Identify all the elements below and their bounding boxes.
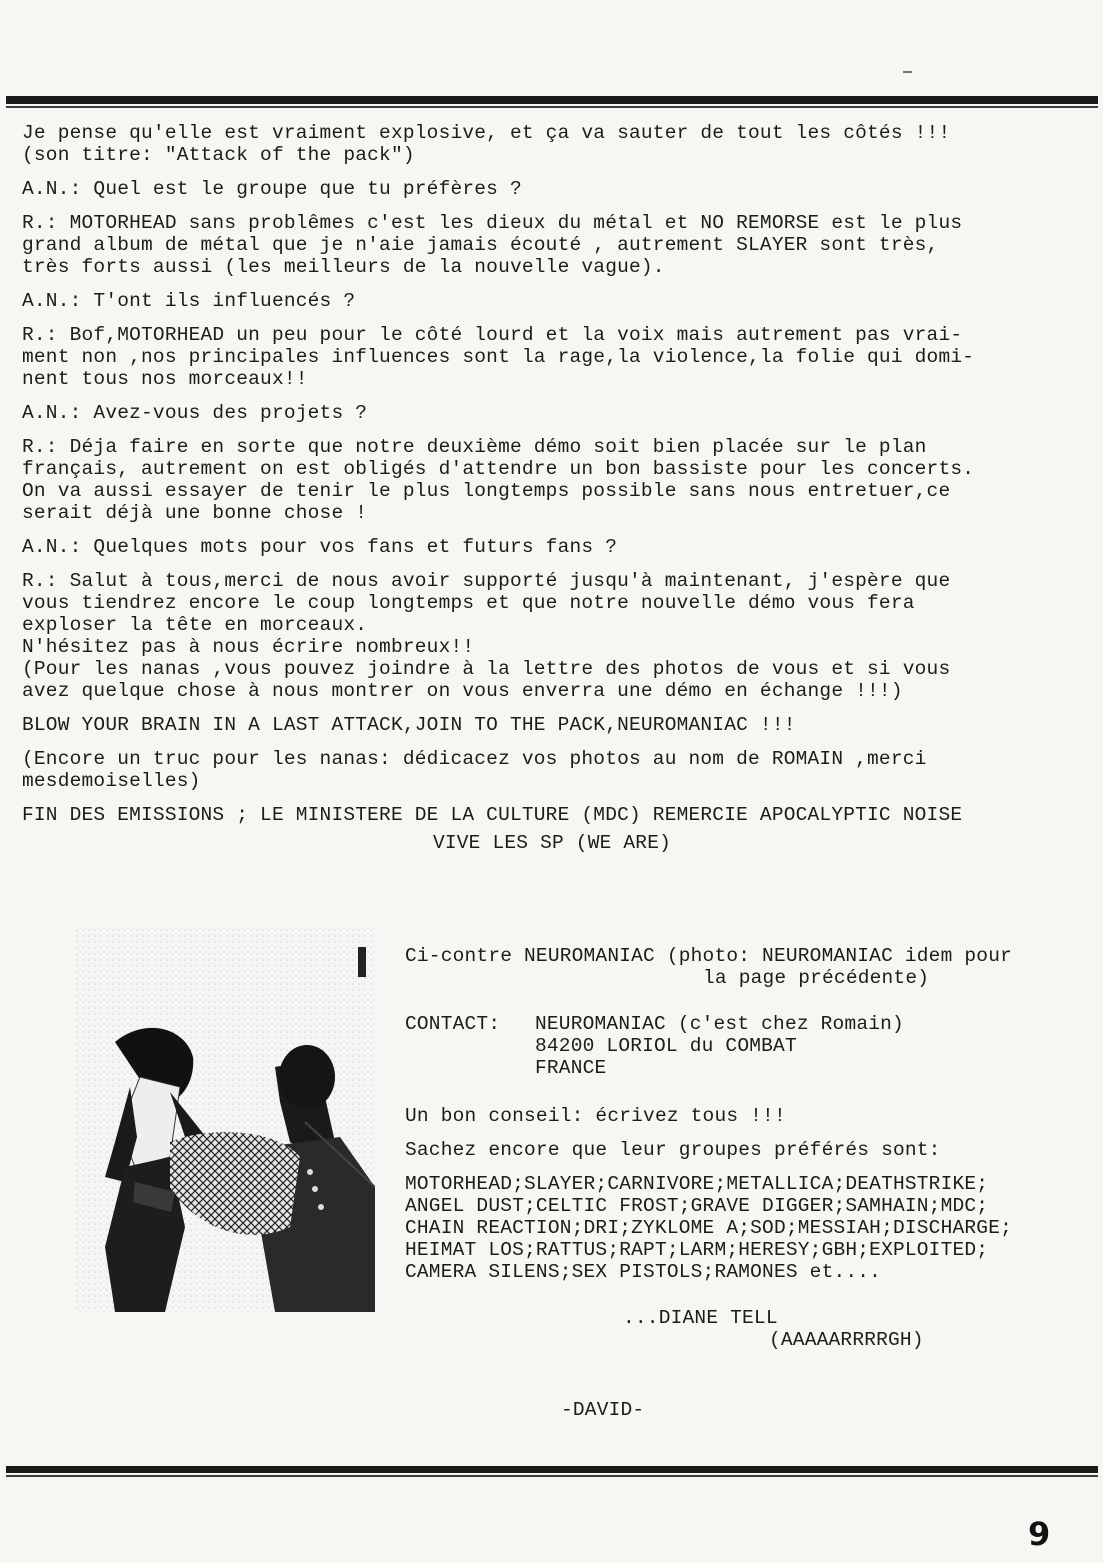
contact-label: CONTACT:: [405, 1013, 501, 1035]
top-rule-thin: [6, 106, 1098, 108]
interview-text: [22, 122, 1082, 866]
page-number: 9: [1028, 1515, 1051, 1553]
contact-line: FRANCE: [535, 1057, 607, 1079]
contact-address: [535, 1013, 904, 1079]
question-fans: A.N.: Quelques mots pour vos fans et futurs fans ?: [22, 536, 618, 558]
favorite-groups-list: MOTORHEAD;SLAYER;CARNIVORE;METALLICA;DEATHSTRIKE; ANGEL DUST;CELTIC FROST;GRAVE DIGGER;SAMHAIN;MDC; CHAIN REACTION;DRI;ZYKLOME A;SOD;MESSIAH;DISCHARGE; HEIMAT LOS;RATTUS;RAPT;LARM;HERESY;GBH;EXPLOITED; CAMERA SILENS;SEX PISTOLS;RAMONES et....: [405, 1173, 1012, 1283]
favorite-groups-intro: Sachez encore que leur groupes préférés sont:: [405, 1139, 941, 1161]
end-of-broadcast: FIN DES EMISSIONS ; LE MINISTERE DE LA CULTURE (MDC) REMERCIE APOCALYPTIC NOISE: [22, 804, 963, 826]
contact-line: NEUROMANIAC (c'est chez Romain): [535, 1013, 904, 1035]
top-rule: [6, 96, 1098, 104]
note-nanas: (Encore un truc pour les nanas: dédicacez vos photos au nom de ROMAIN ,merci mesdemoiselles): [22, 748, 927, 792]
question-favorite-band: A.N.: Quel est le groupe que tu préfères ?: [22, 178, 522, 200]
question-influences: A.N.: T'ont ils influencés ?: [22, 290, 356, 312]
bottom-rule: [6, 1466, 1098, 1473]
sidebar-info: [405, 945, 1085, 1421]
bottom-rule-thin: [6, 1475, 1098, 1477]
answer-projects: R.: Déja faire en sorte que notre deuxième démo soit bien placée sur le plan français, autrement on est obligés d'attendre un bon bassiste pour les concerts. On va aussi essayer de tenir le plus longtemps possible sans nous entretuer,ce serait déjà une bonne chose !: [22, 436, 975, 524]
slogan: BLOW YOUR BRAIN IN A LAST ATTACK,JOIN TO THE PACK,NEUROMANIAC !!!: [22, 714, 796, 736]
answer-favorite-band: R.: MOTORHEAD sans problêmes c'est les dieux du métal et NO REMORSE est le plus grand album de métal que je n'aie jamais écouté , autrement SLAYER sont très, très forts aussi (les meilleurs de la nouvelle vague).: [22, 212, 963, 278]
signoff-line2: (AAAAARRRRGH): [769, 1329, 924, 1351]
photo-caption-line2: la page précédente): [703, 967, 930, 989]
answer-fans: R.: Salut à tous,merci de nous avoir supporté jusqu'à maintenant, j'espère que vous tiendrez encore le coup longtemps et que notre nouvelle démo vous fera exploser la tête en morceaux. N'hésitez pas à nous écrire nombreux!! (Pour les nanas ,vous pouvez joindre à la lettre des photos de vous et si vous avez quelque chose à nous montrer on vous enverra une démo en échange !!!): [22, 570, 951, 702]
band-photo: [75, 927, 375, 1312]
author-signature: -DAVID-: [561, 1399, 645, 1421]
signoff-line1: ...DIANE TELL: [623, 1307, 778, 1329]
stray-mark: [903, 71, 912, 73]
contact-line: 84200 LORIOL du COMBAT: [535, 1035, 797, 1057]
photo-caption-line1: Ci-contre NEUROMANIAC (photo: NEUROMANIAC idem pour: [405, 945, 1012, 967]
question-projects: A.N.: Avez-vous des projets ?: [22, 402, 368, 424]
band-photo-image: [75, 927, 375, 1312]
closing-line: VIVE LES SP (WE ARE): [432, 832, 672, 854]
paragraph-1: Je pense qu'elle est vraiment explosive, et ça va sauter de tout les côtés !!! (son titre: "Attack of the pack"): [22, 122, 951, 166]
advice: Un bon conseil: écrivez tous !!!: [405, 1105, 786, 1127]
answer-influences: R.: Bof,MOTORHEAD un peu pour le côté lourd et la voix mais autrement pas vrai- ment non ,nos principales influences sont la rage,la violence,la folie qui domi- nent tous nos morceaux!!: [22, 324, 975, 390]
contact-block: [405, 1013, 1085, 1079]
